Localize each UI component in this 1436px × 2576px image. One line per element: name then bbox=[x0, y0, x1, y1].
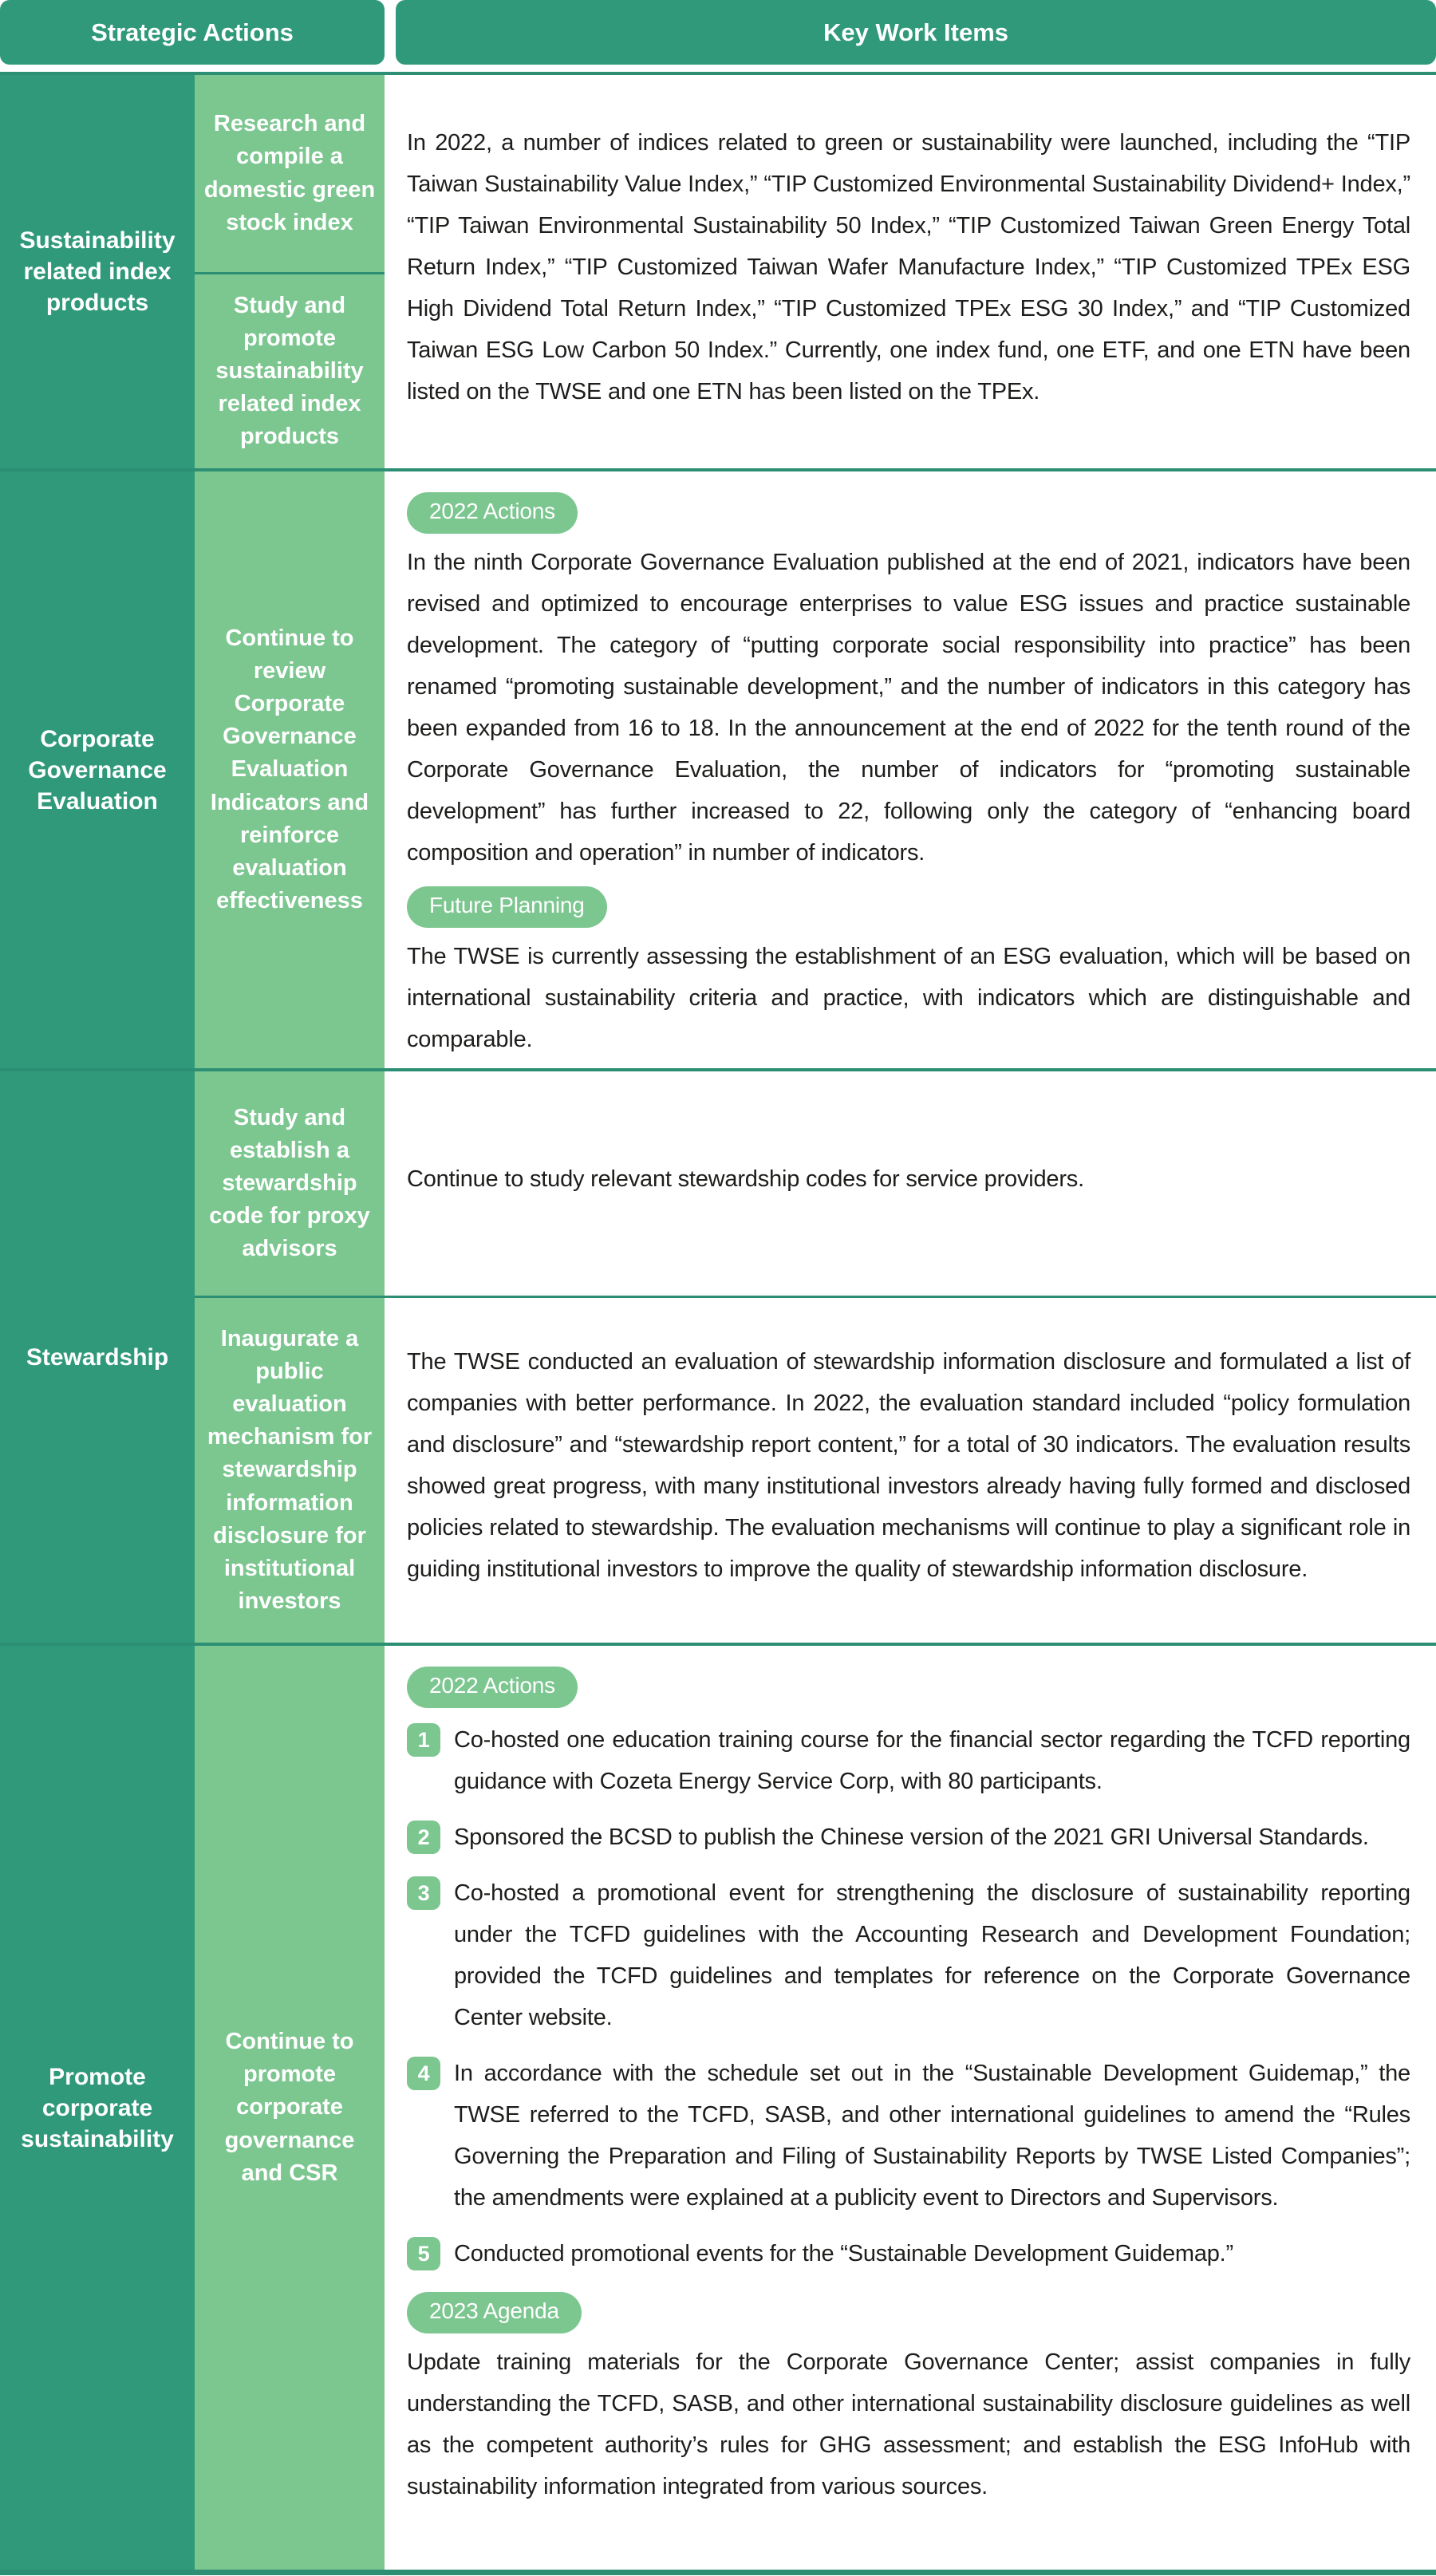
action-cell-promote-governance-csr bbox=[195, 1643, 385, 2570]
work-paragraph-2023-agenda: Update training materials for the Corporate Governance Center; assist companies in fully understanding the TCFD, SASB, and other international sustainability disclosure guidelines as well as the competent authority’s rules for GHG assessment; and establish the ESG InfoHub with sustainability information integrated from various sources. bbox=[407, 2349, 1410, 2499]
badge-2022-actions: 2022 Actions bbox=[407, 492, 578, 534]
work-cell-corporate-governance-evaluation bbox=[385, 468, 1436, 1068]
badge-future-planning: Future Planning bbox=[407, 886, 607, 928]
action-label: Study and promote sustainability related index products bbox=[215, 292, 364, 450]
category-cell-sustainability-index-products bbox=[0, 75, 195, 468]
work-cell-stewardship-codes bbox=[385, 1068, 1436, 1296]
list-item bbox=[407, 2233, 1410, 2274]
action-cell-review-cge-indicators bbox=[195, 468, 385, 1068]
action-cell-research-green-stock-index bbox=[195, 75, 385, 272]
list-number-chip: 5 bbox=[407, 2237, 440, 2270]
action-cell-promote-index-products bbox=[195, 272, 385, 468]
work-paragraph: Continue to study relevant stewardship codes for service providers. bbox=[407, 1166, 1084, 1192]
action-label: Continue to review Corporate Governance Evaluation Indicators and reinforce evaluation effectiveness bbox=[210, 625, 369, 914]
header-strategic-actions-label: Strategic Actions bbox=[91, 18, 294, 46]
work-cell-promote-corporate-sustainability bbox=[385, 1643, 1436, 2570]
list-number-chip: 2 bbox=[407, 1821, 440, 1854]
work-paragraph-2022-actions: In the ninth Corporate Governance Evaluation published at the end of 2021, indicators have been revised and optimized to encourage enterprises to value ESG issues and practice sustainable development. The category of “putting corporate social responsibility into practice” has been renamed “promoting sustainable development,” and the number of indicators in this category has been expanded from 16 to 18. In the announcement at the end of 2022 for the tenth round of the Corporate Governance Evaluation, the number of indicators for “promoting sustainable development” has further increased to 22, following only the category of “enhancing board composition and operation” in number of indicators. bbox=[407, 550, 1410, 866]
list-item-text: Co-hosted one education training course for the financial sector regarding the TCFD reporting guidance with Cozeta Energy Service Corp, with 80 participants. bbox=[454, 1727, 1410, 1794]
work-cell-stewardship-evaluation bbox=[385, 1296, 1436, 1643]
action-label: Research and compile a domestic green stock index bbox=[203, 111, 376, 235]
actions-2022-list bbox=[407, 1719, 1410, 2274]
header-key-work-items bbox=[396, 0, 1436, 65]
category-label: Stewardship bbox=[26, 1343, 169, 1371]
list-number-chip: 4 bbox=[407, 2057, 440, 2090]
list-item-text: In accordance with the schedule set out in the “Sustainable Development Guidemap,” the TWSE referred to the TCFD, SASB, and other international guidelines to amend the “Rules Governing the Preparation and Filing of Sustainability Reports by TWSE Listed Companies”; the amendments were explained at a publicity event to Directors and Supervisors. bbox=[454, 2061, 1410, 2211]
action-label: Inaugurate a public evaluation mechanism for stewardship information disclosure for institutional investors bbox=[207, 1325, 373, 1615]
header-key-work-items-label: Key Work Items bbox=[823, 18, 1008, 46]
badge-2022-actions: 2022 Actions bbox=[407, 1667, 578, 1708]
table-header bbox=[0, 0, 1436, 65]
action-label: Study and establish a stewardship code for proxy advisors bbox=[209, 1104, 370, 1262]
table-body bbox=[0, 72, 1436, 2575]
action-cell-stewardship-code-proxy-advisors bbox=[195, 1068, 385, 1296]
action-cell-stewardship-evaluation-mechanism bbox=[195, 1296, 385, 1643]
work-paragraph: In 2022, a number of indices related to green or sustainability were launched, including the “TIP Taiwan Sustainability Value Index,” “TIP Customized Environmental Sustainability Dividend+ Index,” “TIP Taiwan Environmental Sustainability 50 Index,” “TIP Customized Taiwan Green Energy Total Return Index,” “TIP Customized Taiwan Wafer Manufacture Index,” “TIP Customized TPEx ESG High Dividend Total Return Index,” “TIP Customized TPEx ESG 30 Index,” and “TIP Customized Taiwan ESG Low Carbon 50 Index.” Currently, one index fund, one ETF, and one ETN have been listed on the TWSE and one ETN has been listed on the TPEx. bbox=[407, 129, 1410, 404]
work-paragraph: The TWSE conducted an evaluation of stewardship information disclosure and formulated a list of companies with better performance. In 2022, the evaluation standard included “policy formulation and disclosure” and “stewardship report content,” for a total of 30 indicators. The evaluation results showed great progress, with many institutional investors already having fully formed and disclosed policies related to stewardship. The evaluation mechanisms will continue to play a significant role in guiding institutional investors to improve the quality of stewardship information disclosure. bbox=[407, 1349, 1410, 1582]
category-label: Corporate Governance Evaluation bbox=[28, 725, 167, 815]
category-label: Promote corporate sustainability bbox=[21, 2063, 174, 2152]
badge-2023-agenda: 2023 Agenda bbox=[407, 2292, 582, 2333]
work-cell-index-products bbox=[385, 75, 1436, 468]
list-item bbox=[407, 1719, 1410, 1802]
header-strategic-actions bbox=[0, 0, 385, 65]
category-cell-promote-corporate-sustainability bbox=[0, 1643, 195, 2570]
list-number-chip: 3 bbox=[407, 1876, 440, 1910]
list-item-text: Conducted promotional events for the “Sustainable Development Guidemap.” bbox=[454, 2241, 1233, 2266]
list-item bbox=[407, 1872, 1410, 2038]
list-item bbox=[407, 1817, 1410, 1858]
list-item bbox=[407, 2053, 1410, 2219]
category-cell-corporate-governance-evaluation bbox=[0, 468, 195, 1068]
list-number-chip: 1 bbox=[407, 1723, 440, 1757]
list-item-text: Sponsored the BCSD to publish the Chinese version of the 2021 GRI Universal Standards. bbox=[454, 1825, 1369, 1850]
list-item-text: Co-hosted a promotional event for strengthening the disclosure of sustainability reporting under the TCFD guidelines with the Accounting Research and Development Foundation; provided the TCFD guidelines and templates for reference on the Corporate Governance Center website. bbox=[454, 1880, 1410, 2030]
action-label: Continue to promote corporate governance and CSR bbox=[224, 2029, 355, 2186]
work-paragraph-future-planning: The TWSE is currently assessing the establishment of an ESG evaluation, which will be based on international sustainability criteria and practice, with indicators which are distinguishable and comparable. bbox=[407, 944, 1410, 1052]
category-cell-stewardship bbox=[0, 1068, 195, 1643]
category-label: Sustainability related index products bbox=[19, 227, 176, 316]
